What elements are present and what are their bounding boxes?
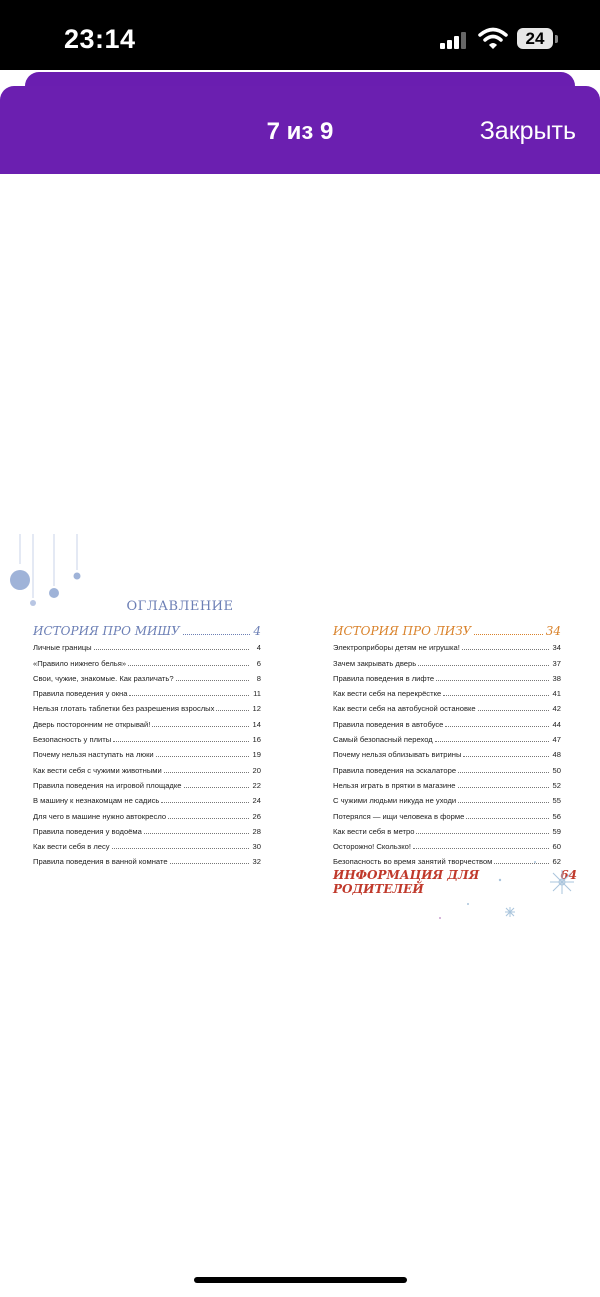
section-misha-page: 4 — [253, 624, 261, 638]
toc-left-list — [33, 637, 261, 866]
list-item[interactable]: Правила поведения на игровой площадке 22 — [33, 780, 261, 790]
page-counter: 7 из 9 — [266, 118, 334, 145]
section-liza-title: ИСТОРИЯ ПРО ЛИЗУ — [333, 624, 472, 638]
list-item[interactable]: С чужими людьми никуда не уходи 55 — [333, 796, 561, 806]
home-indicator[interactable] — [194, 1277, 407, 1283]
section-misha-title: ИСТОРИЯ ПРО МИШУ — [33, 624, 180, 638]
list-item[interactable]: В машину к незнакомцам не садись 24 — [33, 796, 261, 806]
list-item[interactable]: Как вести себя на перекрёстке 41 — [333, 689, 561, 699]
list-item[interactable]: Как вести себя с чужими животными 20 — [33, 765, 261, 775]
list-item[interactable]: Осторожно! Скользко! 60 — [333, 842, 561, 852]
signal-icon — [440, 31, 466, 49]
ornament-icon — [0, 534, 100, 614]
battery-cap — [555, 35, 558, 43]
list-item[interactable]: Безопасность у плиты 16 — [33, 735, 261, 745]
list-item[interactable]: Правила поведения у окна 11 — [33, 689, 261, 699]
leader-dots — [183, 626, 251, 635]
list-item[interactable]: Самый безопасный переход 47 — [333, 735, 561, 745]
list-item[interactable]: Нельзя играть в прятки в магазине 52 — [333, 780, 561, 790]
toc-right-list — [333, 637, 561, 866]
list-item[interactable]: Потерялся — ищи человека в форме 56 — [333, 811, 561, 821]
toc-title: ОГЛАВЛЕНИЕ — [126, 599, 234, 614]
list-item[interactable]: Электроприборы детям не игрушка! 34 — [333, 643, 561, 653]
section-parents-title: ИНФОРМАЦИЯ ДЛЯ РОДИТЕЛЕЙ — [333, 868, 480, 896]
leader-dots — [474, 626, 542, 635]
list-item[interactable]: Свои, чужие, знакомые. Как различать? 8 — [33, 673, 261, 683]
snowflake-icon — [430, 854, 590, 934]
list-item[interactable]: Правила поведения на эскалаторе 50 — [333, 765, 561, 775]
wifi-icon — [478, 26, 508, 50]
list-item[interactable]: Правила поведения в автобусе 44 — [333, 719, 561, 729]
list-item[interactable]: Личные границы 4 — [33, 643, 261, 653]
list-item[interactable]: Для чего в машине нужно автокресло 26 — [33, 811, 261, 821]
section-liza-page: 34 — [545, 624, 561, 638]
status-bar — [0, 0, 600, 70]
list-item[interactable]: Почему нельзя наступать на люки 19 — [33, 750, 261, 760]
list-item[interactable]: Безопасность во время занятий творчеством 62 — [333, 857, 561, 867]
list-item[interactable]: Почему нельзя облизывать витрины 48 — [333, 750, 561, 760]
section-liza-heading[interactable] — [333, 624, 561, 638]
list-item[interactable]: Как вести себя в лесу 30 — [33, 842, 261, 852]
list-item[interactable]: Как вести себя в метро 59 — [333, 826, 561, 836]
list-item[interactable]: «Правило нижнего белья» 6 — [33, 658, 261, 668]
battery-icon: 24 — [517, 28, 553, 49]
list-item[interactable]: Зачем закрывать дверь 37 — [333, 658, 561, 668]
book-page — [0, 174, 600, 1294]
list-item[interactable]: Дверь посторонним не открывай! 14 — [33, 719, 261, 729]
status-time: 23:14 — [64, 24, 136, 54]
section-parents-page: 64 — [560, 868, 577, 882]
close-button[interactable]: Закрыть — [479, 117, 576, 145]
section-misha-heading[interactable] — [33, 624, 261, 638]
list-item[interactable]: Правила поведения у водоёма 28 — [33, 826, 261, 836]
viewer-header — [0, 86, 600, 174]
list-item[interactable]: Нельзя глотать таблетки без разрешения взрослых 12 — [33, 704, 261, 714]
list-item[interactable]: Правила поведения в ванной комнате 32 — [33, 857, 261, 867]
list-item[interactable]: Как вести себя на автобусной остановке 42 — [333, 704, 561, 714]
list-item[interactable]: Правила поведения в лифте 38 — [333, 673, 561, 683]
